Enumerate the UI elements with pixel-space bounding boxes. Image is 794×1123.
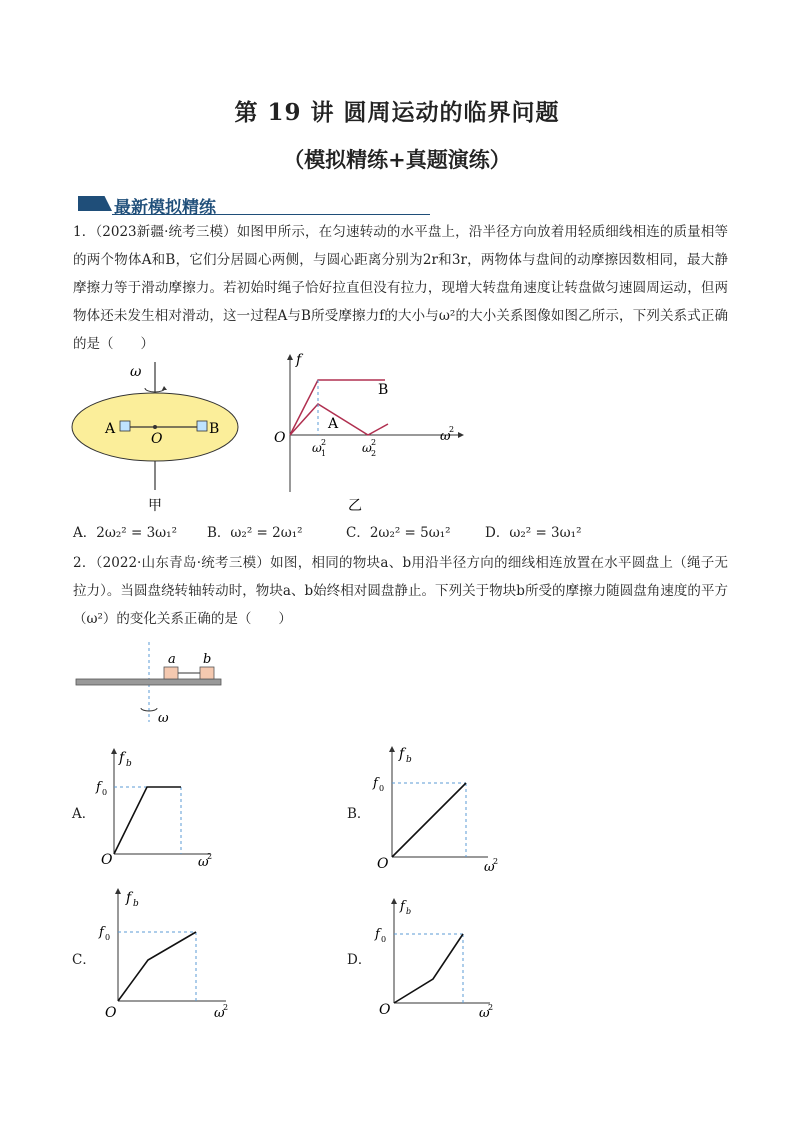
disc-plate xyxy=(76,679,221,685)
section-header xyxy=(78,193,430,218)
block-b xyxy=(200,667,214,679)
curve-a-label: A xyxy=(328,416,339,432)
question-1-text: 1．（2023新疆·统考三模）如图甲所示，在匀速转动的水平盘上，沿半径方向放着用轻质细线相连的质量相等的两个物体A和B，它们分居圆心两侧，与圆心距离分别为2r和3r，两物体与盘间的动摩擦因数相同，最大静摩擦力等于滑动摩擦力。若初始时绳子恰好拉直但没有拉力，现增大转盘角速度让转盘做匀速圆周运动，但两物体还未发生相对滑动，这一过程A与B所受摩擦力f的大小与ω²的大小关系图像如图乙所示，下列关系式正确的是（ ） xyxy=(73,224,728,352)
caption-jia: 甲 xyxy=(148,498,162,514)
page-title: 第 19 讲 圆周运动的临界问题 xyxy=(234,99,560,126)
f0-label: f xyxy=(375,927,380,942)
graph-a-letter[interactable]: A． xyxy=(72,806,96,822)
f-axis-label: f xyxy=(296,352,302,368)
w2-symbol: ω xyxy=(362,441,372,455)
graph-c-letter[interactable]: C． xyxy=(72,952,96,968)
figure-q2-disc xyxy=(72,642,232,727)
graph-c[interactable] xyxy=(96,882,246,1022)
caption-yi: 乙 xyxy=(348,498,362,514)
omega-label: ω xyxy=(130,364,142,380)
graph-d-letter[interactable]: D． xyxy=(347,952,372,968)
fb-label: f xyxy=(400,899,405,914)
x-axis-sup: 2 xyxy=(449,425,455,434)
curve-a xyxy=(290,404,388,435)
fb-curve xyxy=(394,934,463,1003)
fb-label: f xyxy=(119,750,125,766)
page-subtitle: （模拟精练+真题演练） xyxy=(283,147,511,172)
w1-sub: 1 xyxy=(321,449,327,458)
fb-curve xyxy=(392,783,466,857)
f0-label: f xyxy=(99,925,104,940)
f0-label: f xyxy=(96,780,101,795)
rotation-arrowhead-icon xyxy=(162,386,167,390)
graph-d[interactable] xyxy=(372,894,512,1024)
option-d[interactable]: D．ω₂² = 3ω₁² xyxy=(485,525,582,541)
figure-yi xyxy=(268,352,468,522)
fb-sub: b xyxy=(133,899,139,909)
block-a xyxy=(164,667,178,679)
option-b[interactable]: B．ω₂² = 2ω₁² xyxy=(207,525,303,541)
section-title: 最新模拟精练 xyxy=(114,198,216,218)
fb-sub: b xyxy=(126,759,132,769)
y-arrow-icon xyxy=(389,746,395,752)
label-a: a xyxy=(168,652,176,667)
x-sup: 2 xyxy=(207,852,213,861)
graph-b-letter[interactable]: B． xyxy=(347,806,371,822)
fb-curve xyxy=(118,932,196,1001)
graph-b[interactable] xyxy=(370,740,510,875)
graph-a[interactable] xyxy=(92,742,232,872)
origin-label: O xyxy=(101,852,113,868)
w2-sub: 2 xyxy=(371,449,377,458)
fb-curve xyxy=(114,787,181,854)
option-c[interactable]: C．2ω₂² = 5ω₁² xyxy=(346,525,451,541)
center-point xyxy=(153,425,157,429)
figure-jia xyxy=(68,362,248,522)
x-axis-label: ω xyxy=(440,429,451,444)
option-a[interactable]: A．2ω₂² = 3ω₁² xyxy=(73,525,177,541)
question-2-text: 2．（2022·山东青岛·统考三模）如图，相同的物块a、b用沿半径方向的细线相连放置在水平圆盘上（绳子无拉力）。当圆盘绕转轴转动时，物块a、b始终相对圆盘静止。下列关于物块b所受的摩擦力随圆盘角速度的平方（ω²）的变化关系正确的是（ ） xyxy=(73,555,728,627)
y-axis-arrow-icon xyxy=(287,354,293,360)
w1-symbol: ω xyxy=(312,441,322,455)
x-label: ω xyxy=(214,1006,225,1021)
f0-sub: 0 xyxy=(102,788,108,797)
x-label: ω xyxy=(479,1006,490,1021)
section-marker xyxy=(78,196,112,211)
fb-sub: b xyxy=(406,755,412,765)
w1-sup: 2 xyxy=(321,438,327,447)
x-sup: 2 xyxy=(488,1003,494,1012)
origin-label: O xyxy=(377,856,389,872)
section-underline xyxy=(112,214,430,215)
label-b: B xyxy=(209,421,220,437)
label-b: b xyxy=(203,652,212,667)
curve-b-label: B xyxy=(378,382,389,398)
label-o: O xyxy=(151,431,163,447)
fb-label: f xyxy=(126,890,132,906)
origin-label: O xyxy=(105,1005,117,1021)
label-a: A xyxy=(105,421,116,437)
block-a xyxy=(120,421,130,431)
x-sup: 2 xyxy=(223,1003,229,1012)
y-arrow-icon xyxy=(391,898,397,904)
w2-sup: 2 xyxy=(371,438,377,447)
y-arrow-icon xyxy=(111,748,117,754)
x-label: ω xyxy=(484,860,495,875)
origin-label: O xyxy=(379,1002,391,1018)
origin-label: O xyxy=(274,430,286,446)
fb-label: f xyxy=(399,746,405,762)
x-label: ω xyxy=(198,855,209,870)
f0-sub: 0 xyxy=(379,784,385,793)
f0-sub: 0 xyxy=(381,935,387,944)
y-arrow-icon xyxy=(115,888,121,894)
fb-sub: b xyxy=(406,907,412,916)
f0-sub: 0 xyxy=(105,933,111,942)
block-b xyxy=(197,421,207,431)
omega-label: ω xyxy=(158,711,169,726)
x-sup: 2 xyxy=(493,857,499,866)
f0-label: f xyxy=(373,776,378,791)
x-axis-arrow-icon xyxy=(458,432,464,438)
